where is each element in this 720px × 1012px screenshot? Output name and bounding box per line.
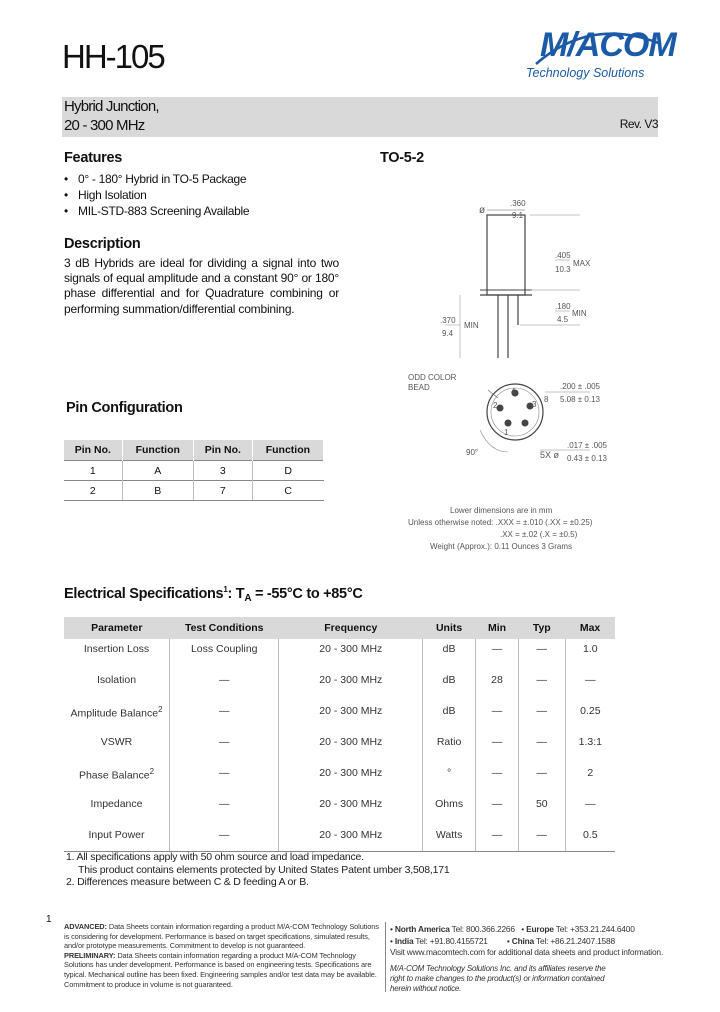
dim-label: BEAD bbox=[408, 383, 430, 392]
dim-label: MAX bbox=[573, 259, 591, 268]
package-note: Weight (Approx.): 0.11 Ounces 3 Grams bbox=[430, 542, 572, 551]
dim-diameter-symbol: ø bbox=[479, 205, 486, 216]
pin-number: 8 bbox=[544, 395, 549, 404]
table-cell: — bbox=[565, 670, 615, 701]
parameter-name: Input Power bbox=[88, 829, 145, 841]
dim-label: 90° bbox=[466, 448, 479, 457]
table-cell: — bbox=[476, 732, 519, 763]
table-row bbox=[64, 639, 615, 670]
table-cell: 20 - 300 MHz bbox=[279, 732, 423, 763]
table-row bbox=[64, 461, 324, 481]
macom-logo bbox=[496, 26, 676, 86]
footnote: 2. Differences measure between C & D feeding A or B. bbox=[66, 876, 309, 888]
contact-tel: Tel: 800.366.2266 bbox=[451, 924, 515, 934]
table-cell: dB bbox=[423, 670, 476, 701]
can-body-outline bbox=[487, 215, 525, 295]
table-cell: — bbox=[170, 670, 279, 701]
pin-number: 1 bbox=[504, 428, 509, 437]
parameter-note-ref: 2 bbox=[158, 705, 163, 714]
table-cell: 20 - 300 MHz bbox=[279, 825, 423, 851]
page-number: 1 bbox=[46, 914, 52, 925]
dim-label: 10.3 bbox=[555, 265, 571, 274]
table-cell: 7 bbox=[193, 481, 252, 501]
parameter-name: Amplitude Balance bbox=[70, 707, 159, 720]
advanced-label: ADVANCED: bbox=[64, 922, 107, 931]
dim-label: 9.4 bbox=[442, 329, 454, 338]
part-number: HH-105 bbox=[62, 38, 164, 75]
table-cell: — bbox=[476, 701, 519, 732]
preliminary-label: PRELIMINARY: bbox=[64, 950, 116, 960]
dim-label: .360 bbox=[510, 199, 526, 208]
contact-region: China bbox=[511, 935, 535, 946]
features-list bbox=[64, 171, 249, 219]
dim-label: MIN bbox=[572, 309, 587, 318]
table-cell: — bbox=[518, 825, 565, 851]
table-row bbox=[64, 763, 615, 794]
contact-tel: Tel: +86.21.2407.1588 bbox=[536, 935, 615, 946]
title-bar bbox=[62, 97, 658, 137]
table-cell: 20 - 300 MHz bbox=[279, 794, 423, 825]
table-cell: Watts bbox=[423, 825, 476, 851]
table-cell: 20 - 300 MHz bbox=[279, 763, 423, 794]
dim-label: 9.1 bbox=[512, 211, 524, 220]
table-cell: 0.25 bbox=[565, 701, 615, 732]
advanced-text: Data Sheets contain information regarding a product M/A-COM Technology Solutions is considering for development. Performance is based on target specifications, simulated results, and/or prototype measurements. Commitment to develop is not guaranteed. bbox=[64, 922, 379, 951]
rights-notice: M/A-COM Technology Solutions Inc. and its affiliates reserve the right to make changes to the product(s) or information contained herein without notice. bbox=[390, 963, 606, 993]
feature-item: • 0° - 180° Hybrid in TO-5 Package bbox=[64, 171, 249, 187]
table-cell: — bbox=[170, 825, 279, 851]
column-header: Units bbox=[423, 617, 476, 639]
table-cell: — bbox=[476, 825, 519, 851]
table-cell: A bbox=[122, 461, 193, 481]
heading-sup: 1 bbox=[223, 585, 228, 594]
dim-label: 4.5 bbox=[557, 315, 569, 324]
heading-sub: A bbox=[244, 592, 252, 604]
contact-tel: Tel: +91.80.4155721 bbox=[415, 935, 488, 946]
parameter-cell bbox=[64, 670, 170, 701]
table-cell: Loss Coupling bbox=[170, 639, 279, 670]
dim-label: .405 bbox=[555, 251, 571, 260]
column-header: Frequency bbox=[279, 617, 423, 639]
table-cell: C bbox=[252, 481, 323, 501]
table-cell: 20 - 300 MHz bbox=[279, 639, 423, 670]
footnotes bbox=[66, 851, 450, 889]
parameter-name: VSWR bbox=[100, 736, 133, 748]
footer-contacts: • North America Tel: 800.366.2266 • Europe Tel: +353.21.244.6400 • India Tel: +91.80.4155721 • China Tel: +86.21.2407.1588 Visit www.macomtech.com for additional data sheets and product information. M/A-COM Technology Solutions Inc. and its affiliates reserve the right to make changes to the product(s) or information contained herein without notice. bbox=[390, 924, 663, 993]
logo-tagline: Technology Solutions bbox=[526, 66, 645, 80]
table-cell: 50 bbox=[518, 794, 565, 825]
description-text: 3 dB Hybrids are ideal for dividing a signal into two signals of equal amplitude and a constant 90° or 180° phase differential and for Quadrature combining or performing summation/differential combining. bbox=[64, 256, 339, 316]
column-header: Function bbox=[122, 440, 193, 461]
table-cell: — bbox=[565, 794, 615, 825]
logo-wordmark: M/ACOM bbox=[540, 26, 676, 64]
dim-label: 0.43 ± 0.13 bbox=[567, 454, 607, 463]
contact-region: North America bbox=[394, 924, 450, 934]
table-cell: 28 bbox=[476, 670, 519, 701]
parameter-cell bbox=[64, 763, 170, 794]
heading-text: : T bbox=[227, 585, 245, 602]
preliminary-text: Data Sheets contain information regarding a product M/A-COM Technology Solutions has under development. Performance is based on engineering tests. Specifications are typical. Mechanical outline has been fixed. Engineering samples and/or test data may be available. Commitment to produce in volume is not guaranteed. bbox=[64, 950, 377, 989]
table-cell: 0.5 bbox=[565, 825, 615, 851]
parameter-cell bbox=[64, 732, 170, 763]
dim-label: .200 ± .005 bbox=[560, 382, 600, 391]
dim-label: MIN bbox=[464, 321, 479, 330]
column-header: Pin No. bbox=[64, 440, 122, 461]
pin-number: 3 bbox=[532, 400, 537, 409]
contact-tel: Tel: +353.21.244.6400 bbox=[555, 924, 635, 934]
feature-item: • MIL-STD-883 Screening Available bbox=[64, 203, 249, 219]
pin-config-heading: Pin Configuration bbox=[66, 400, 183, 416]
parameter-cell bbox=[64, 701, 170, 732]
contact-region: Europe bbox=[526, 924, 554, 934]
parameter-cell bbox=[64, 825, 170, 851]
footer-divider bbox=[385, 922, 386, 992]
pin-number: 2 bbox=[493, 401, 498, 410]
table-cell: 20 - 300 MHz bbox=[279, 701, 423, 732]
column-header: Test Conditions bbox=[170, 617, 279, 639]
table-cell: 2 bbox=[64, 481, 122, 501]
dim-label: ODD COLOR bbox=[408, 373, 457, 382]
table-cell: 2 bbox=[565, 763, 615, 794]
package-outline-drawing bbox=[380, 180, 660, 560]
table-cell: dB bbox=[423, 701, 476, 732]
table-cell: 1.0 bbox=[565, 639, 615, 670]
dim-label: .180 bbox=[555, 302, 571, 311]
features-heading: Features bbox=[64, 150, 123, 166]
description-heading: Description bbox=[64, 236, 141, 252]
package-note: .XX = ±.02 (.X = ±0.5) bbox=[500, 530, 578, 539]
package-note: Unless otherwise noted: .XXX = ±.010 (.XX = ±0.25) bbox=[408, 518, 593, 527]
dim-label: 5.08 ± 0.13 bbox=[560, 395, 600, 404]
package-heading: TO-5-2 bbox=[380, 150, 424, 166]
table-cell: — bbox=[170, 701, 279, 732]
column-header: Min bbox=[476, 617, 519, 639]
electrical-heading bbox=[64, 585, 363, 604]
pin-config-table bbox=[64, 440, 324, 501]
table-cell: dB bbox=[423, 639, 476, 670]
column-header: Pin No. bbox=[193, 440, 252, 461]
column-header: Max bbox=[565, 617, 615, 639]
parameter-note-ref: 2 bbox=[149, 767, 155, 776]
title-line-2: 20 - 300 MHz bbox=[64, 117, 145, 134]
heading-text: = -55°C to +85°C bbox=[251, 585, 363, 602]
dim-label: .017 ± .005 bbox=[567, 441, 607, 450]
table-cell: — bbox=[518, 763, 565, 794]
title-line-1: Hybrid Junction, bbox=[64, 98, 159, 115]
parameter-cell bbox=[64, 794, 170, 825]
table-row bbox=[64, 732, 615, 763]
table-cell: 1 bbox=[64, 461, 122, 481]
table-cell: 20 - 300 MHz bbox=[279, 670, 423, 701]
table-cell: — bbox=[518, 701, 565, 732]
parameter-cell bbox=[64, 639, 170, 670]
table-cell: — bbox=[476, 639, 519, 670]
table-cell: B bbox=[122, 481, 193, 501]
dim-label: .370 bbox=[440, 316, 456, 325]
column-header: Function bbox=[252, 440, 323, 461]
parameter-name: Impedance bbox=[90, 798, 143, 810]
table-cell: Ohms bbox=[423, 794, 476, 825]
table-cell: — bbox=[518, 732, 565, 763]
table-cell: ° bbox=[423, 763, 476, 794]
table-cell: — bbox=[170, 732, 279, 763]
electrical-spec-table bbox=[64, 617, 615, 852]
table-row bbox=[64, 701, 615, 732]
table-cell: D bbox=[252, 461, 323, 481]
parameter-name: Insertion Loss bbox=[83, 643, 150, 655]
table-row bbox=[64, 670, 615, 701]
table-cell: — bbox=[518, 670, 565, 701]
footnote: This product contains elements protected by United States Patent umber 3,508,171 bbox=[78, 863, 450, 876]
table-row bbox=[64, 825, 615, 851]
table-cell: — bbox=[476, 794, 519, 825]
pin-number: 4 bbox=[511, 387, 516, 396]
footnote: 1. All specifications apply with 50 ohm source and load impedance. bbox=[66, 851, 364, 863]
table-row bbox=[64, 481, 324, 501]
table-cell: Ratio bbox=[423, 732, 476, 763]
parameter-name: Phase Balance bbox=[78, 769, 150, 782]
revision: Rev. V3 bbox=[619, 117, 658, 131]
table-cell: — bbox=[170, 763, 279, 794]
table-cell: — bbox=[170, 794, 279, 825]
package-note: Lower dimensions are in mm bbox=[450, 506, 553, 515]
column-header: Parameter bbox=[64, 617, 170, 639]
table-cell: 1.3:1 bbox=[565, 732, 615, 763]
table-cell: — bbox=[518, 639, 565, 670]
parameter-name: Isolation bbox=[96, 674, 137, 686]
table-row bbox=[64, 794, 615, 825]
heading-text: Electrical Specifications bbox=[64, 585, 224, 602]
column-header: Typ bbox=[518, 617, 565, 639]
contact-region: India bbox=[394, 935, 414, 946]
table-cell: — bbox=[476, 763, 519, 794]
dim-label: 5X ø bbox=[540, 450, 560, 460]
footer-disclaimer bbox=[64, 922, 380, 989]
table-cell: 3 bbox=[193, 461, 252, 481]
feature-item: • High Isolation bbox=[64, 187, 249, 203]
website-link[interactable]: Visit www.macomtech.com for additional data sheets and product information. bbox=[390, 947, 663, 957]
